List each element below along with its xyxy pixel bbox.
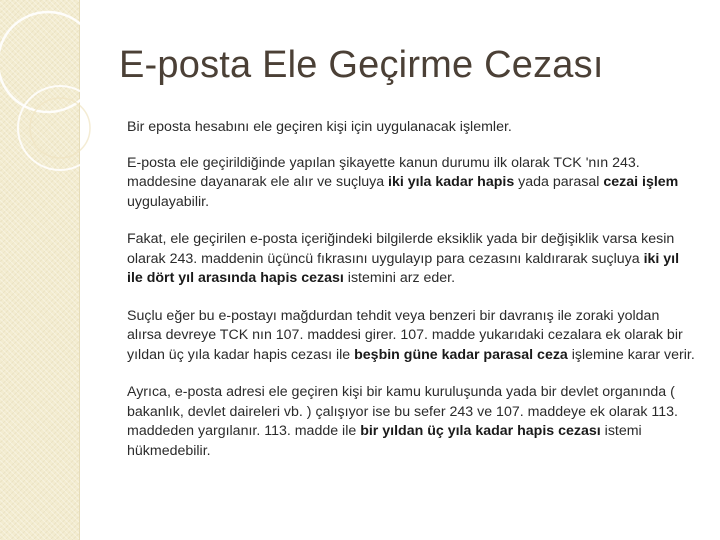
emphasis-text: iki yıla kadar hapis (388, 174, 515, 190)
emphasis-text: bir yıldan üç yıla kadar hapis cezası (360, 423, 601, 439)
paragraph-tck-113 (127, 383, 697, 461)
text-segment: E-posta ele geçirildiğinde yapılan şikayette kanun durumu ilk olarak TCK 'nın 243. maddesine dayanarak ele alır ve suçluya (127, 154, 640, 190)
text-segment: işlemine karar verir. (567, 346, 695, 363)
emphasis-text: cezai işlem (603, 174, 679, 190)
paragraph-intro-text: Bir eposta hesabını ele geçiren kişi için uygulanacak işlemler. (127, 119, 512, 135)
text-segment: yada parasal (514, 174, 604, 190)
text-segment: Fakat, ele geçirilen e-posta içeriğindeki bilgilerde eksiklik yada bir değişiklik varsa kesin olarak 243. maddenin üçüncü fıkrasını uygulayıp para cezasını kaldırarak suçluya (127, 231, 675, 267)
text-segment: istemi hükmedebilir. (127, 423, 642, 459)
paragraph-intro (127, 118, 697, 138)
decorative-side-band (0, 0, 80, 540)
emphasis-text: beşbin güne kadar parasal ceza (354, 346, 568, 363)
emphasis-text: iki yıl ile dört yıl arasında hapis cezası (127, 250, 680, 286)
paragraph-tck-243-third-clause (127, 230, 697, 289)
page-title: E-posta Ele Geçirme Cezası (119, 44, 604, 86)
paragraph-tck-107 (127, 307, 697, 366)
text-segment: istemini arz eder. (343, 270, 456, 286)
content-body (127, 118, 697, 479)
text-segment: Suçlu eğer bu e-postayı mağdurdan tehdit veya benzeri bir davranış ile zoraki yoldan alırsa devreye TCK nın 107. maddesi girer. 107. madde yukarıdaki cezalara ek olarak bir yıldan üç yıla kadar hapis cezası ile (127, 307, 683, 363)
text-segment: Ayrıca, e-posta adresi ele geçiren kişi bir kamu kuruluşunda yada bir devlet organında ( bakanlık, devlet daireleri vb. ) çalışıyor ise bu sefer 243 ve 107. maddeye ek olarak 113. maddeden yargılanır. 113. madde ile (127, 384, 678, 439)
paragraph-tck-243 (127, 154, 697, 213)
text-segment: uygulayabilir. (127, 193, 210, 210)
